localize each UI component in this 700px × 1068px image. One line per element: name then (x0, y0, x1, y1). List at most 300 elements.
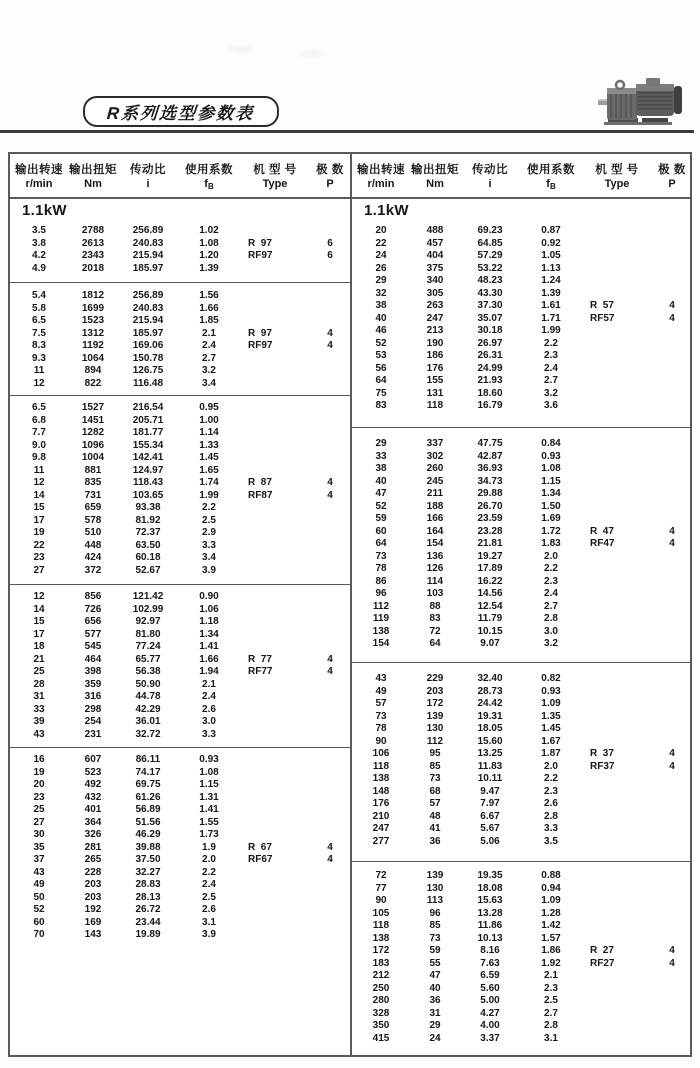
ratio-cell: 10.15 (477, 625, 503, 637)
torque-cell: 188 (426, 500, 444, 512)
torque-cell: 316 (84, 691, 102, 702)
service-factor-cell: 2.4 (544, 588, 558, 599)
ratio-cell: 69.75 (135, 779, 161, 790)
ratio-cell: 16.22 (477, 575, 503, 587)
type-cell (582, 673, 652, 686)
col-unit-poles: P (668, 177, 676, 190)
poles-cell (310, 527, 350, 540)
type-cell (240, 616, 310, 629)
torque-cell: 578 (84, 514, 102, 526)
ratio-cell: 155.34 (132, 439, 164, 451)
type-cell: R 57 (590, 300, 614, 311)
service-factor-cell: 3.3 (544, 823, 558, 834)
type-cell (582, 288, 652, 301)
table-row (10, 250, 350, 263)
torque-cell: 83 (429, 613, 441, 624)
col-unit-speed: r/min (367, 177, 395, 190)
torque-cell: 448 (84, 539, 102, 551)
service-factor-cell: 1.33 (199, 439, 219, 451)
service-factor-cell: 2.4 (202, 340, 216, 351)
torque-cell: 1312 (81, 327, 105, 339)
table-row (352, 945, 690, 958)
speed-cell: 96 (375, 588, 387, 599)
ratio-cell: 51.56 (135, 816, 161, 828)
torque-cell: 265 (84, 854, 102, 865)
ratio-cell: 15.63 (477, 895, 503, 906)
service-factor-cell: 1.31 (199, 791, 219, 803)
poles-cell: 4 (327, 489, 333, 501)
service-factor-cell: 1.57 (541, 932, 561, 944)
type-cell: R 27 (590, 945, 614, 956)
col-unit-torque: Nm (426, 177, 444, 190)
ratio-cell: 60.18 (135, 552, 161, 563)
poles-cell (652, 1020, 690, 1033)
service-factor-cell: 1.42 (541, 920, 561, 931)
table-section-r37 (352, 663, 690, 862)
ratio-cell: 42.29 (135, 703, 161, 715)
ratio-cell: 18.60 (477, 387, 503, 399)
speed-cell: 148 (372, 785, 390, 797)
speed-cell: 27 (33, 564, 45, 576)
ratio-cell: 37.50 (135, 854, 161, 865)
torque-cell: 492 (84, 779, 102, 790)
col-header-speed: 输出转速 (357, 163, 405, 176)
power-rating-label: 1.1kW (364, 202, 409, 219)
poles-cell (310, 465, 350, 478)
type-cell (582, 263, 652, 276)
speed-cell: 23 (33, 552, 45, 563)
torque-cell: 48 (429, 810, 441, 822)
table-row (10, 641, 350, 654)
speed-cell: 49 (33, 879, 45, 890)
service-factor-cell: 1.69 (541, 513, 561, 524)
ratio-cell: 124.97 (132, 464, 164, 476)
poles-cell (310, 792, 350, 805)
table-row (352, 920, 690, 933)
ratio-cell: 256.89 (132, 290, 164, 301)
type-cell (582, 638, 652, 651)
poles-cell: 4 (669, 538, 675, 549)
ratio-cell: 23.44 (135, 916, 161, 928)
table-row (352, 300, 690, 313)
type-cell (582, 786, 652, 799)
speed-cell: 210 (372, 810, 390, 822)
service-factor-cell: 0.93 (541, 450, 561, 462)
table-row (10, 263, 350, 276)
poles-cell (310, 402, 350, 415)
table-row (10, 490, 350, 503)
service-factor-cell: 0.84 (541, 438, 561, 449)
service-factor-cell: 2.3 (544, 785, 558, 797)
service-factor-cell: 2.2 (202, 502, 216, 513)
col-header-speed: 输出转速 (15, 163, 63, 176)
ratio-cell: 17.89 (477, 563, 503, 574)
torque-cell: 186 (426, 350, 444, 361)
torque-cell: 260 (426, 463, 444, 474)
speed-cell: 138 (372, 932, 390, 944)
service-factor-cell: 3.3 (202, 539, 216, 551)
speed-cell: 75 (375, 387, 387, 399)
type-cell (582, 823, 652, 836)
table-row (352, 363, 690, 376)
poles-cell (652, 476, 690, 489)
service-factor-cell: 2.0 (202, 854, 216, 865)
header-row-en (352, 178, 690, 191)
table-row (10, 842, 350, 855)
table-row (352, 238, 690, 251)
ratio-cell: 61.26 (135, 791, 161, 803)
poles-cell (652, 388, 690, 401)
service-factor-cell: 1.34 (199, 628, 219, 640)
service-factor-cell: 1.08 (199, 237, 219, 249)
section-rows (10, 283, 350, 390)
service-factor-cell: 0.92 (541, 237, 561, 249)
poles-cell (310, 591, 350, 604)
ratio-cell: 150.78 (132, 352, 164, 364)
section-rows (10, 221, 350, 275)
ratio-cell: 5.00 (480, 995, 500, 1006)
table-row (10, 879, 350, 892)
torque-cell: 88 (429, 600, 441, 612)
speed-cell: 20 (33, 779, 45, 790)
type-cell (582, 970, 652, 983)
torque-cell: 398 (84, 666, 102, 677)
table-row (10, 804, 350, 817)
service-factor-cell: 3.1 (202, 916, 216, 928)
speed-cell: 250 (372, 982, 390, 994)
type-cell (240, 415, 310, 428)
torque-cell: 326 (84, 829, 102, 840)
service-factor-cell: 1.45 (541, 723, 561, 734)
type-cell (582, 563, 652, 576)
service-factor-cell: 2.4 (202, 879, 216, 890)
speed-cell: 43 (33, 866, 45, 878)
table-section-r77 (10, 585, 350, 748)
speed-cell: 112 (372, 600, 390, 612)
ratio-cell: 19.31 (477, 710, 503, 722)
type-cell: R 97 (248, 327, 272, 339)
torque-cell: 155 (426, 375, 444, 386)
service-factor-cell: 1.09 (541, 895, 561, 906)
service-factor-cell: 1.66 (199, 653, 219, 665)
section-rows (10, 585, 350, 741)
type-cell (240, 515, 310, 528)
torque-cell: 176 (426, 362, 444, 374)
poles-cell (652, 400, 690, 413)
type-cell (240, 729, 310, 742)
poles-cell (652, 275, 690, 288)
type-cell (240, 754, 310, 767)
type-cell (582, 601, 652, 614)
type-cell (582, 686, 652, 699)
type-cell: RF87 (248, 489, 273, 501)
speed-cell: 183 (372, 957, 390, 969)
table-row (352, 698, 690, 711)
table-section-r97-4p (10, 283, 350, 396)
torque-cell: 1699 (81, 302, 105, 314)
table-row (10, 565, 350, 578)
ratio-cell: 39.88 (135, 841, 161, 853)
speed-cell: 18 (33, 641, 45, 652)
service-factor-cell: 1.09 (541, 698, 561, 709)
table-section-r97-6p (10, 199, 350, 283)
poles-cell (652, 933, 690, 946)
table-row (352, 451, 690, 464)
type-cell: R 37 (590, 748, 614, 759)
type-cell: R 87 (248, 477, 272, 488)
ratio-cell: 36.93 (477, 463, 503, 474)
page-title: R系列选型参数表 (106, 104, 256, 123)
speed-cell: 33 (33, 703, 45, 715)
speed-cell: 49 (375, 685, 387, 697)
type-cell (240, 867, 310, 880)
speed-cell: 59 (375, 513, 387, 524)
service-factor-cell: 1.83 (541, 538, 561, 549)
service-factor-cell: 1.56 (199, 290, 219, 301)
torque-cell: 73 (429, 773, 441, 784)
poles-cell (652, 238, 690, 251)
col-unit-type: Type (604, 177, 630, 190)
poles-cell (652, 451, 690, 464)
type-cell (582, 238, 652, 251)
speed-cell: 12 (33, 377, 45, 389)
service-factor-cell: 2.7 (544, 1007, 558, 1019)
speed-cell: 350 (372, 1020, 390, 1031)
type-cell (582, 513, 652, 526)
ratio-cell: 256.89 (132, 225, 164, 236)
service-factor-cell: 3.6 (544, 400, 558, 411)
table-row (352, 798, 690, 811)
speed-cell: 78 (375, 563, 387, 574)
table-row (352, 626, 690, 639)
poles-cell (310, 263, 350, 276)
ratio-cell: 19.27 (477, 550, 503, 562)
ratio-cell: 9.07 (480, 638, 500, 649)
table-row (10, 929, 350, 942)
speed-cell: 280 (372, 995, 390, 1006)
torque-cell: 372 (84, 564, 102, 576)
poles-cell (310, 779, 350, 792)
poles-cell (310, 565, 350, 578)
speed-cell: 12 (33, 477, 45, 488)
service-factor-cell: 3.1 (544, 1032, 558, 1044)
table-row (352, 350, 690, 363)
type-cell (240, 641, 310, 654)
poles-cell (310, 378, 350, 391)
type-cell (582, 995, 652, 1008)
torque-cell: 464 (84, 653, 102, 665)
ratio-cell: 116.48 (132, 377, 164, 389)
service-factor-cell: 1.71 (541, 312, 561, 324)
section-rows (352, 862, 690, 1045)
col-header-ratio: 传动比 (130, 163, 166, 176)
poles-cell (310, 641, 350, 654)
service-factor-cell: 1.39 (199, 262, 219, 274)
ratio-cell: 21.93 (477, 375, 503, 386)
poles-cell (652, 438, 690, 451)
service-factor-cell: 1.87 (541, 748, 561, 759)
torque-cell: 281 (84, 841, 102, 853)
poles-cell (652, 836, 690, 849)
table-row (10, 666, 350, 679)
speed-cell: 6.5 (32, 315, 46, 326)
poles-cell: 4 (327, 841, 333, 853)
service-factor-cell: 1.94 (199, 666, 219, 677)
type-cell (582, 338, 652, 351)
speed-cell: 31 (33, 691, 45, 702)
table-row (10, 552, 350, 565)
torque-cell: 131 (426, 387, 444, 399)
torque-cell: 136 (426, 550, 444, 562)
header-row-zh (10, 161, 350, 177)
torque-cell: 1812 (81, 290, 105, 301)
torque-cell: 229 (426, 673, 444, 684)
table-row (10, 691, 350, 704)
poles-cell (652, 638, 690, 651)
type-cell (582, 388, 652, 401)
poles-cell (310, 604, 350, 617)
ratio-cell: 26.72 (135, 904, 161, 915)
service-factor-cell: 3.2 (202, 365, 216, 376)
table-row (352, 513, 690, 526)
type-cell (240, 303, 310, 316)
speed-cell: 40 (375, 312, 387, 324)
torque-cell: 68 (429, 785, 441, 797)
torque-cell: 822 (84, 377, 102, 389)
torque-cell: 404 (426, 250, 444, 261)
service-factor-cell: 2.6 (544, 798, 558, 809)
service-factor-cell: 3.3 (202, 728, 216, 740)
ratio-cell: 28.73 (477, 685, 503, 697)
poles-cell: 4 (669, 300, 675, 311)
torque-cell: 211 (426, 488, 444, 499)
table-row (352, 711, 690, 724)
poles-cell: 4 (669, 312, 675, 324)
ratio-cell: 64.85 (477, 237, 503, 249)
table-row (352, 1008, 690, 1021)
section-rows (352, 428, 690, 651)
torque-cell: 113 (426, 895, 444, 906)
ratio-cell: 26.31 (477, 350, 503, 361)
speed-cell: 14 (33, 603, 45, 615)
poles-cell (310, 616, 350, 629)
ratio-cell: 7.63 (480, 957, 500, 969)
service-factor-cell: 2.0 (544, 550, 558, 562)
torque-cell: 169 (84, 916, 102, 928)
table-row (10, 340, 350, 353)
ratio-cell: 23.59 (477, 513, 503, 524)
table-row (352, 638, 690, 651)
torque-cell: 731 (84, 489, 102, 501)
ratio-cell: 13.28 (477, 907, 503, 919)
table-row (352, 563, 690, 576)
speed-cell: 118 (372, 920, 390, 931)
table-row (352, 748, 690, 761)
speed-cell: 277 (372, 835, 390, 847)
service-factor-cell: 2.7 (202, 352, 216, 364)
service-factor-cell: 1.74 (199, 477, 219, 488)
service-factor-cell: 1.39 (541, 287, 561, 299)
table-row (10, 225, 350, 238)
scan-artifact (300, 51, 322, 57)
table-row (10, 829, 350, 842)
table-row (10, 917, 350, 930)
torque-cell: 1064 (81, 352, 105, 364)
torque-cell: 432 (84, 791, 102, 803)
torque-cell: 726 (84, 603, 102, 615)
poles-cell (652, 908, 690, 921)
poles-cell (310, 716, 350, 729)
torque-cell: 1527 (81, 402, 105, 413)
type-cell (582, 400, 652, 413)
speed-cell: 60 (375, 525, 387, 537)
poles-cell (310, 767, 350, 780)
speed-cell: 21 (33, 653, 45, 665)
section-rows (352, 663, 690, 848)
service-factor-cell: 1.34 (541, 488, 561, 499)
table-row (10, 402, 350, 415)
poles-cell (652, 1033, 690, 1046)
ratio-cell: 11.86 (477, 920, 503, 931)
ratio-cell: 28.83 (135, 879, 161, 890)
ratio-cell: 185.97 (132, 262, 164, 274)
table-row (10, 716, 350, 729)
service-factor-cell: 0.93 (541, 685, 561, 697)
table-row (10, 440, 350, 453)
type-cell: RF37 (590, 760, 615, 772)
ratio-cell: 9.47 (480, 785, 500, 797)
poles-cell (310, 502, 350, 515)
poles-cell (310, 365, 350, 378)
speed-cell: 7.7 (32, 427, 46, 438)
torque-cell: 126 (426, 563, 444, 574)
poles-cell (652, 250, 690, 263)
poles-cell (310, 540, 350, 553)
service-factor-cell: 3.4 (202, 377, 216, 389)
poles-cell (652, 325, 690, 338)
ratio-cell: 57.29 (477, 250, 503, 261)
col-header-type: 机 型 号 (595, 163, 639, 176)
torque-cell: 254 (84, 716, 102, 727)
service-factor-cell: 2.1 (202, 327, 216, 339)
poles-cell: 6 (327, 250, 333, 261)
table-row (352, 673, 690, 686)
torque-cell: 203 (426, 685, 444, 697)
ratio-cell: 81.92 (135, 514, 161, 526)
service-factor-cell: 2.7 (544, 375, 558, 386)
table-row (10, 704, 350, 717)
type-cell: R 47 (590, 525, 614, 537)
poles-cell (310, 452, 350, 465)
header-row-zh (352, 161, 690, 177)
poles-cell (310, 290, 350, 303)
speed-cell: 43 (375, 673, 387, 684)
torque-cell: 523 (84, 766, 102, 778)
table-row (10, 616, 350, 629)
table-row (10, 679, 350, 692)
table-row (352, 761, 690, 774)
speed-cell: 90 (375, 735, 387, 747)
torque-cell: 143 (84, 929, 102, 940)
poles-cell: 4 (327, 340, 333, 351)
poles-cell (310, 427, 350, 440)
torque-cell: 40 (429, 982, 441, 994)
speed-cell: 415 (372, 1032, 390, 1044)
speed-cell: 9.8 (32, 452, 46, 463)
poles-cell (310, 879, 350, 892)
speed-cell: 4.9 (32, 262, 46, 274)
torque-cell: 881 (84, 464, 102, 476)
